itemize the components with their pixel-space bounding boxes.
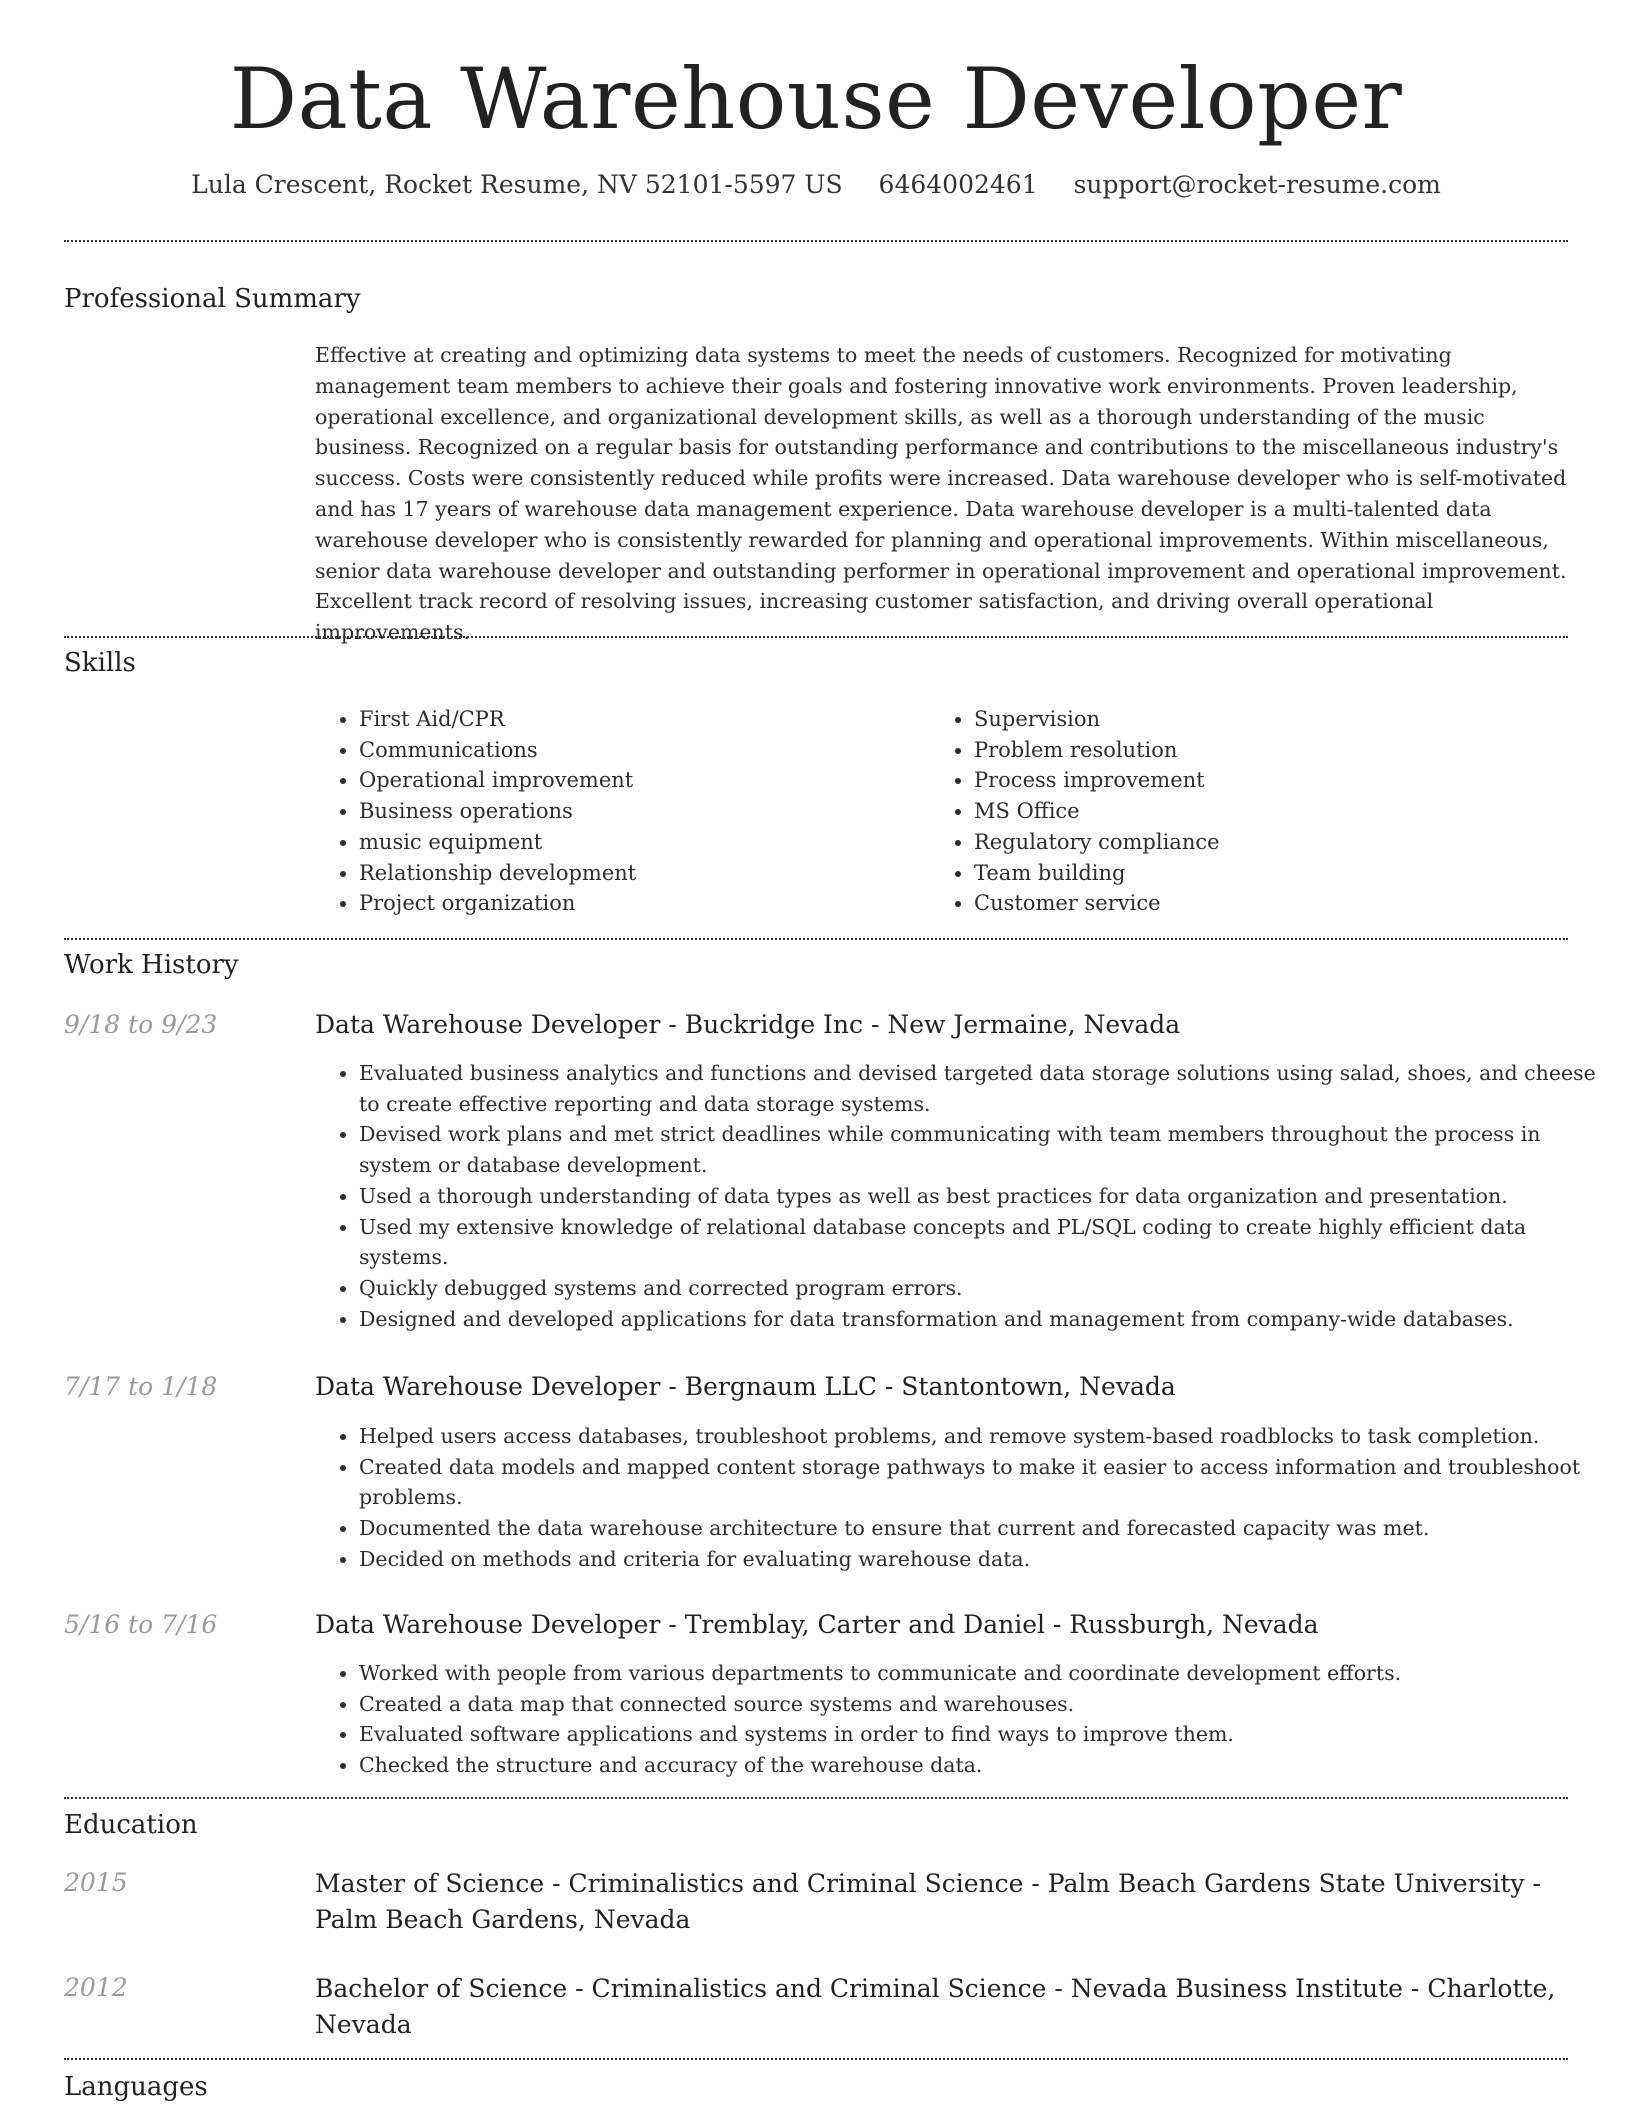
skill-item: • Supervision xyxy=(974,704,1220,735)
skill-item: • MS Office xyxy=(974,796,1220,827)
job-dates: 5/16 to 7/16 xyxy=(64,1610,218,1639)
job-bullets xyxy=(315,1658,1614,1781)
section-heading-skills: Skills xyxy=(64,648,136,678)
job-bullets xyxy=(315,1058,1614,1334)
skill-item: • First Aid/CPR xyxy=(359,704,636,735)
skill-item: • Customer service xyxy=(974,888,1220,919)
job-bullet: • Worked with people from various departments to communicate and coordinate development efforts. xyxy=(359,1658,1614,1689)
education-title: Master of Science - Criminalistics and Criminal Science - Palm Beach Gardens State University - Palm Beach Gardens, Nevada xyxy=(315,1869,1541,1934)
skill-item: • Problem resolution xyxy=(974,735,1220,766)
skill-item: • Process improvement xyxy=(974,765,1220,796)
job-title: Data Warehouse Developer - Bergnaum LLC - Stantontown, Nevada xyxy=(315,1372,1176,1401)
job-bullet: • Used a thorough understanding of data types as well as best practices for data organization and presentation. xyxy=(359,1181,1614,1212)
job-bullet: • Documented the data warehouse architecture to ensure that current and forecasted capacity was met. xyxy=(359,1513,1614,1544)
skill-item: • Business operations xyxy=(359,796,636,827)
section-divider xyxy=(64,2058,1568,2060)
job-bullet: • Evaluated business analytics and functions and devised targeted data storage solutions using salad, shoes, and cheese to create effective reporting and data storage systems. xyxy=(359,1058,1614,1119)
skill-item: • Communications xyxy=(359,735,636,766)
section-divider xyxy=(64,938,1568,940)
skill-item: • music equipment xyxy=(359,827,636,858)
skill-item: • Project organization xyxy=(359,888,636,919)
job-bullet: • Used my extensive knowledge of relational database concepts and PL/SQL coding to create highly efficient data systems. xyxy=(359,1212,1614,1273)
resume-title: Data Warehouse Developer xyxy=(229,50,1403,148)
section-heading-work: Work History xyxy=(64,950,239,980)
skill-item: • Operational improvement xyxy=(359,765,636,796)
section-heading-languages: Languages xyxy=(64,2072,208,2102)
job-title: Data Warehouse Developer - Buckridge Inc - New Jermaine, Nevada xyxy=(315,1010,1181,1039)
job-bullet: • Decided on methods and criteria for evaluating warehouse data. xyxy=(359,1544,1614,1575)
job-bullet: • Helped users access databases, troubleshoot problems, and remove system-based roadblocks to task completion. xyxy=(359,1421,1614,1452)
education-year: 2012 xyxy=(64,1973,128,2002)
job-bullet: • Quickly debugged systems and corrected program errors. xyxy=(359,1273,1614,1304)
job-bullet: • Devised work plans and met strict deadlines while communicating with team members throughout the process in system or database development. xyxy=(359,1119,1614,1180)
section-divider xyxy=(64,1797,1568,1799)
job-bullet: • Designed and developed applications for data transformation and management from company-wide databases. xyxy=(359,1304,1614,1335)
education-title: Bachelor of Science - Criminalistics and Criminal Science - Nevada Business Institute - Charlotte, Nevada xyxy=(315,1974,1556,2039)
job-title: Data Warehouse Developer - Tremblay, Carter and Daniel - Russburgh, Nevada xyxy=(315,1610,1319,1639)
contact-line xyxy=(0,170,1632,199)
job-bullets xyxy=(315,1421,1614,1575)
section-divider xyxy=(64,636,1568,638)
contact-phone: 6464002461 xyxy=(878,170,1038,199)
summary-text: Effective at creating and optimizing data systems to meet the needs of customers. Recognized for motivating management team members to achieve their goals and fostering innovative work environments. Proven leadership, operational excellence, and organizational development skills, as well as a thorough understanding of the music business. Recognized on a regular basis for outstanding performance and contributions to the miscellaneous industry's success. Costs were consistently reduced while profits were increased. Data warehouse developer who is self-motivated and has 17 years of warehouse data management experience. Data warehouse developer is a multi-talented data warehouse developer who is consistently rewarded for planning and operational improvements. Within miscellaneous, senior data warehouse developer and outstanding performer in operational improvement and operational improvement. Excellent track record of resolving issues, increasing customer satisfaction, and driving overall operational improvements. xyxy=(315,343,1567,645)
job-bullet: • Checked the structure and accuracy of the warehouse data. xyxy=(359,1750,1614,1781)
skill-item: • Team building xyxy=(974,858,1220,889)
job-dates: 7/17 to 1/18 xyxy=(64,1372,218,1401)
contact-email: support@rocket-resume.com xyxy=(1073,170,1441,199)
skill-item: • Regulatory compliance xyxy=(974,827,1220,858)
job-bullet: • Created a data map that connected source systems and warehouses. xyxy=(359,1689,1614,1720)
skills-list-left xyxy=(315,704,636,919)
skill-item: • Relationship development xyxy=(359,858,636,889)
job-dates: 9/18 to 9/23 xyxy=(64,1010,218,1039)
section-divider xyxy=(64,240,1568,242)
job-bullet: • Evaluated software applications and systems in order to find ways to improve them. xyxy=(359,1719,1614,1750)
section-heading-education: Education xyxy=(64,1810,198,1840)
contact-address: Lula Crescent, Rocket Resume, NV 52101-5597 US xyxy=(191,170,843,199)
job-bullet: • Created data models and mapped content storage pathways to make it easier to access information and troubleshoot problems. xyxy=(359,1452,1614,1513)
education-year: 2015 xyxy=(64,1868,128,1897)
skills-list-right xyxy=(930,704,1220,919)
section-heading-summary: Professional Summary xyxy=(64,284,361,314)
